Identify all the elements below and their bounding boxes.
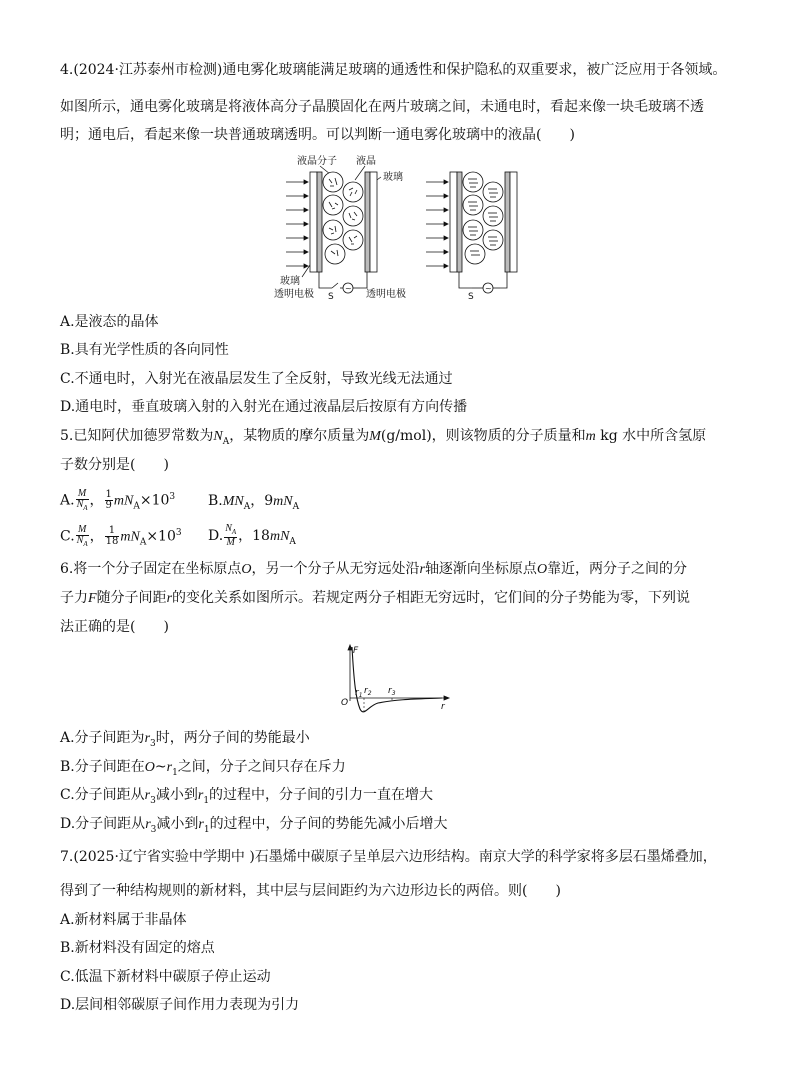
q5-option-c: C. $\frac{M}{N_A}$ ， $\frac{1}{18}$ $mN_A\times 10^3$ [60,523,182,548]
fig-label-glass-top: 玻璃 [383,172,403,183]
q6-option-b: B.分子间距在$O\sim r_1$之间，分子之间只存在斥力 [60,759,346,778]
q4-stem-line1: 4.(2024·江苏泰州市检测)通电雾化玻璃能满足玻璃的通透性和保护隐私的双重要求，被广泛应用于各领域。 [60,62,727,78]
q6-stem-line3: 法正确的是( ) [60,619,169,635]
q4-stem-line2: 如图所示，通电雾化玻璃是将液体高分子晶膜固化在两片玻璃之间，未通电时，看起来像一块毛玻璃不透 [60,99,704,115]
graph-label-r1: $r_1$ [355,688,363,699]
fig-switch-right: S [468,292,474,302]
q5-option-d: D. $\frac{N_A}{M}$ ，$18mN_A$ [208,523,296,548]
svg-text:~: ~ [345,284,352,293]
q5-option-a: A. $\frac{M}{N_A}$ ， $\frac{1}{9}$ $mN_A\times 10^3$ [60,487,176,512]
q6-stem-line1: 6.将一个分子固定在坐标原点O，另一个分子从无穷远处沿r轴逐渐向坐标原点O靠近，两分子之间的分 [60,561,688,577]
fig-label-electrode-left: 透明电极 [274,289,314,300]
q6-option-c: C.分子间距从$r_3$减小到$r_1$的过程中，分子间的引力一直在增大 [60,787,434,806]
q5-option-b: $B.MN_A$，$9mN_A$ [208,493,300,512]
graph-label-r: r [441,702,445,712]
q6-stem-line2: 子力F随分子间距r的变化关系如图所示。若规定两分子相距无穷远时，它们间的分子势能为零，下列说 [60,590,691,606]
fig-label-lc: 液晶 [356,156,376,167]
q4-stem-line3: 明；通电后，看起来像一块普通玻璃透明。可以判断一通电雾化玻璃中的液晶( ) [60,127,575,143]
q4-option-a: A.是液态的晶体 [60,314,159,330]
graph-label-r3: $r_3$ [388,686,396,697]
q5-stem-line2: 子数分别是( ) [60,457,169,473]
force-distance-graph [338,643,458,713]
q6-option-a: A.分子间距为$r_3$时，两分子间的势能最小 [60,730,310,749]
liquid-crystal-glass-diagram [274,150,530,302]
fig-switch-left: S [328,292,334,302]
graph-label-f: F [353,646,359,656]
fig-label-glass-bottom: 玻璃 [280,276,300,287]
q7-stem-line1: 7.(2025·辽宁省实验中学期中 )石墨烯中碳原子呈单层六边形结构。南京大学的科学家将多层石墨烯叠加， [60,849,717,865]
q5-stem-line1: 5.已知阿伏加德罗常数为$N_A$，某物质的摩尔质量为M(g/mol)，则该物质的分子质量和m kg 水中所含氢原 [60,428,707,447]
q7-option-c: C.低温下新材料中碳原子停止运动 [60,969,271,985]
q7-option-a: A.新材料属于非晶体 [60,912,187,928]
graph-label-r2: $r_2$ [364,686,372,697]
q4-option-c: C.不通电时，入射光在液晶层发生了全反射，导致光线无法通过 [60,371,453,387]
fig-label-electrode-right: 透明电极 [366,289,406,300]
graph-label-origin: O [341,698,349,708]
q7-option-b: B.新材料没有固定的熔点 [60,940,215,956]
svg-text:~: ~ [485,284,492,293]
q6-option-d: D.分子间距从$r_3$减小到$r_1$的过程中，分子间的势能先减小后增大 [60,816,448,835]
fig-label-lc-molecule: 液晶分子 [297,156,337,167]
q7-stem-line2: 得到了一种结构规则的新材料，其中层与层间距约为六边形边长的两倍。则( ) [60,883,561,899]
q7-option-d: D.层间相邻碳原子间作用力表现为引力 [60,997,300,1013]
q4-option-d: D.通电时，垂直玻璃入射的入射光在通过液晶层后按原有方向传播 [60,399,468,415]
q4-option-b: B.具有光学性质的各向同性 [60,342,229,358]
